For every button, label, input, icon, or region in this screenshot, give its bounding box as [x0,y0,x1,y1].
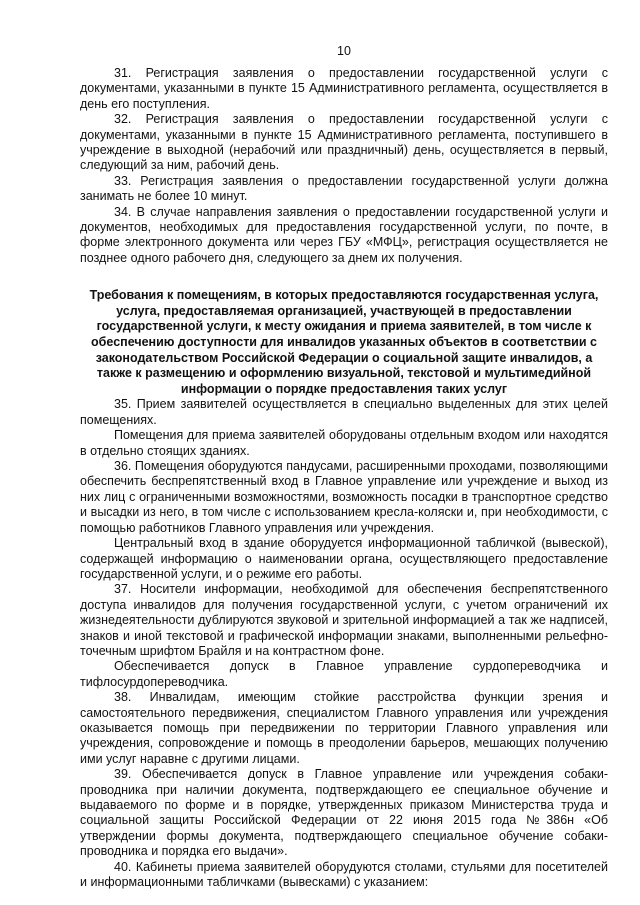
paragraph-35: 35. Прием заявителей осуществляется в специально выделенных для этих целей помещениях. [80,397,608,427]
paragraph-35-premises: Помещения для приема заявителей оборудованы отдельным входом или находятся в отдельно стоящих зданиях. [80,428,608,458]
paragraph-38: 38. Инвалидам, имеющим стойкие расстройства функции зрения и самостоятельного передвижения, специалистом Главного управления или учреждения оказывается помощь при передвижении по территории Главного управления или учреждения, сопровождение и помощь в преодолении барьеров, мешающих получению ими услуг наравне с другими лицами. [80,690,608,766]
paragraph-36: 36. Помещения оборудуются пандусами, расширенными проходами, позволяющими обеспечить беспрепятственный вход в Главное управление или учреждение и выход из них лиц с ограниченными возможностями, возможность посадки в транспортное средство и высадки из него, в том числе с использованием кресла-коляски и, при необходимости, с помощью работников Главного управления или учреждения. [80,459,608,535]
paragraph-40: 40. Кабинеты приема заявителей оборудуются столами, стульями для посетителей и информационными табличками (вывесками) с указанием: [80,859,608,890]
section-title: Требования к помещениям, в которых предоставляются государственная услуга, услуга, предоставляемая организацией, участвующей в предоставлении государственной услуги, к месту ожидания и приема заявителей, в том числе к обеспечению доступности для инвалидов указанных объектов в соответствии с законодательством Российской Федерации о социальной защите инвалидов, а также к размещению и оформлению визуальной, текстовой и мультимедийной информации о порядке предоставления таких услуг [89,288,599,396]
paragraph-33: 33. Регистрация заявления о предоставлении государственной услуги должна занимать не более 10 минут. [80,173,608,204]
paragraph-34: 34. В случае направления заявления о предоставлении государственной услуги и документов, необходимых для предоставления государственной услуги, по почте, в форме электронного документа или через ГБУ «МФЦ», регистрация осуществляется не позднее одного рабочего дня, следующего за днем их получения. [80,204,608,265]
paragraph-31: 31. Регистрация заявления о предоставлении государственной услуги с документами, указанными в пункте 15 Административного регламента, осуществляется в день его поступления. [80,66,608,111]
paragraph-37-interpreter: Обеспечивается допуск в Главное управление сурдопереводчика и тифлосурдопереводчика. [80,659,608,689]
page-number: 10 [337,44,351,58]
paragraph-37: 37. Носители информации, необходимой для обеспечения беспрепятственного доступа инвалидов для получения государственной услуги, с учетом ограничений их жизнедеятельности дублируются звуковой и зрительной информацией а так же надписей, знаков и иной текстовой и графической информации знаками, выполненными рельефно-точечным шрифтом Брайля и на контрастном фоне. [80,582,608,658]
document-page [80,44,608,890]
paragraph-32: 32. Регистрация заявления о предоставлении государственной услуги с документами, указанными в пункте 15 Административного регламента, поступившего в учреждение в выходной (нерабочий или праздничный) день, осуществляется в первый, следующий за ним, рабочий день. [80,112,608,173]
paragraph-36-entrance: Центральный вход в здание оборудуется информационной табличкой (вывеской), содержащей информацию о наименовании органа, осуществляющего предоставление государственной услуги, и о режиме его работы. [80,536,608,581]
paragraph-39: 39. Обеспечивается допуск в Главное управление или учреждения собаки-проводника при наличии документа, подтверждающего ее специальное обучение и выдаваемого по форме и в порядке, утвержденных приказом Министерства труда и социальной защиты Российской Федерации от 22 июня 2015 года №386н «Об утверждении формы документа, подтверждающего специальное обучение собаки-проводника и порядка его выдачи». [80,767,608,859]
